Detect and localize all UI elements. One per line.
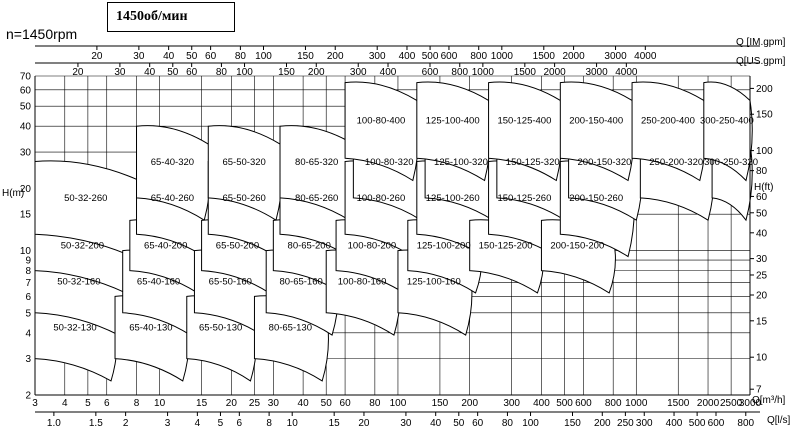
x-tick-ls: 300 bbox=[635, 418, 653, 429]
pump-label: 80-65-200 bbox=[287, 240, 331, 252]
pump-label: 300-250-320 bbox=[704, 157, 758, 169]
y-tick-ft: 80 bbox=[756, 166, 768, 178]
top-tick-im: 800 bbox=[470, 51, 488, 62]
x-tick-ls: 1.0 bbox=[46, 418, 61, 429]
top-tick-us: 2000 bbox=[543, 67, 566, 78]
speed-box: 1450об/мин bbox=[107, 2, 235, 32]
y-tick-ft: 7 bbox=[756, 384, 762, 396]
top-tick-us: 1500 bbox=[513, 67, 536, 78]
x-tick-ls: 1.5 bbox=[88, 418, 103, 429]
x-tick-m3h: 15 bbox=[196, 398, 208, 409]
top-tick-im: 2000 bbox=[562, 51, 585, 62]
top-tick-im: 600 bbox=[440, 51, 458, 62]
pump-label: 100-80-400 bbox=[356, 115, 406, 127]
y-tick-m: 15 bbox=[19, 209, 31, 221]
x-tick-m3h: 40 bbox=[297, 398, 309, 409]
top-tick-us: 800 bbox=[451, 67, 469, 78]
y-tick-ft: 100 bbox=[756, 146, 773, 158]
x-tick-m3h: 30 bbox=[267, 398, 279, 409]
pump-label: 65-50-320 bbox=[222, 157, 266, 169]
y-tick-m: 2 bbox=[25, 390, 31, 402]
pump-label: 200-150-320 bbox=[577, 157, 632, 169]
x-tick-m3h: 10 bbox=[154, 398, 166, 409]
pump-label: 200-150-200 bbox=[550, 240, 605, 252]
y-tick-m: 6 bbox=[25, 291, 31, 303]
pump-regions bbox=[35, 82, 752, 381]
x-tick-ls: 30 bbox=[400, 418, 412, 429]
y-tick-ft: 15 bbox=[756, 316, 768, 328]
top-tick-im: 30 bbox=[133, 51, 145, 62]
top-tick-us: 80 bbox=[215, 67, 227, 78]
pump-label: 80-65-160 bbox=[279, 276, 323, 288]
pump-label: 65-40-200 bbox=[144, 240, 188, 252]
x-tick-ls: 6 bbox=[236, 418, 243, 429]
pump-label: 150-125-260 bbox=[497, 192, 552, 204]
y-tick-m: 3 bbox=[25, 354, 31, 366]
x-tick-m3h: 5 bbox=[85, 398, 91, 409]
top-tick-im: 40 bbox=[163, 51, 175, 62]
top-tick-im: 80 bbox=[234, 51, 246, 62]
x-tick-m3h: 6 bbox=[103, 398, 110, 409]
x-tick-ls: 500 bbox=[688, 418, 706, 429]
x-axis-label-ls: Q[l/s] bbox=[767, 415, 791, 426]
top-tick-us: 20 bbox=[72, 67, 84, 78]
x-tick-ls: 600 bbox=[707, 418, 725, 429]
top-tick-us: 40 bbox=[144, 67, 156, 78]
x-tick-ls: 100 bbox=[522, 418, 539, 429]
top-axis-label-us: Q[US.gpm] bbox=[736, 56, 786, 67]
x-tick-m3h: 20 bbox=[225, 398, 237, 409]
top-tick-im: 60 bbox=[205, 51, 217, 62]
pump-label: 65-50-130 bbox=[198, 322, 243, 334]
top-tick-us: 1000 bbox=[471, 67, 494, 78]
y-tick-m: 4 bbox=[25, 328, 31, 340]
x-tick-ls: 60 bbox=[472, 418, 484, 429]
x-tick-m3h: 300 bbox=[503, 398, 521, 409]
y-tick-m: 10 bbox=[19, 246, 31, 258]
pump-label: 200-150-260 bbox=[569, 192, 624, 204]
x-tick-ls: 40 bbox=[430, 418, 442, 429]
x-tick-ls: 150 bbox=[564, 418, 581, 429]
pump-label: 65-40-260 bbox=[150, 192, 195, 204]
top-tick-im: 4000 bbox=[634, 51, 657, 62]
pump-label: 100-80-320 bbox=[364, 157, 414, 169]
y-tick-ft: 50 bbox=[756, 208, 768, 220]
pump-label: 65-50-260 bbox=[222, 192, 266, 204]
x-tick-ls: 800 bbox=[737, 418, 755, 429]
top-tick-im: 150 bbox=[297, 51, 314, 62]
x-tick-m3h: 50 bbox=[320, 398, 332, 409]
x-tick-ls: 200 bbox=[593, 418, 611, 429]
x-tick-m3h: 400 bbox=[533, 398, 550, 409]
top-tick-us: 50 bbox=[167, 67, 179, 78]
x-tick-m3h: 1000 bbox=[625, 398, 648, 409]
y-tick-ft: 25 bbox=[756, 270, 768, 282]
x-tick-ls: 250 bbox=[617, 418, 634, 429]
x-tick-ls: 15 bbox=[328, 418, 340, 429]
pump-label: 80-65-320 bbox=[295, 157, 339, 169]
top-tick-us: 100 bbox=[236, 67, 253, 78]
pump-label: 125-100-400 bbox=[425, 115, 480, 127]
y-tick-ft: 10 bbox=[756, 352, 768, 364]
x-tick-ls: 3 bbox=[164, 418, 171, 429]
pump-label: 300-250-400 bbox=[699, 115, 754, 127]
pump-label: 65-50-160 bbox=[208, 276, 252, 288]
pump-label: 125-100-320 bbox=[434, 157, 488, 169]
top-tick-us: 200 bbox=[307, 67, 325, 78]
y-tick-m: 7 bbox=[25, 278, 31, 290]
x-tick-ls: 20 bbox=[358, 418, 370, 429]
y-tick-ft: 60 bbox=[756, 191, 768, 203]
x-tick-ls: 10 bbox=[286, 418, 298, 429]
y-tick-ft: 20 bbox=[756, 290, 768, 302]
pump-label: 125-100-160 bbox=[406, 276, 461, 288]
x-axis-label-m3h: Q[m³/h] bbox=[752, 395, 786, 406]
x-tick-ls: 80 bbox=[501, 418, 514, 429]
y-tick-ft: 150 bbox=[756, 109, 773, 121]
x-tick-ls: 8 bbox=[266, 418, 272, 429]
top-tick-im: 20 bbox=[91, 51, 103, 62]
x-tick-m3h: 500 bbox=[556, 398, 573, 409]
x-tick-m3h: 25 bbox=[248, 398, 261, 409]
y-tick-m: 60 bbox=[19, 85, 31, 97]
y-tick-m: 8 bbox=[25, 266, 31, 278]
top-tick-im: 300 bbox=[368, 51, 386, 62]
pump-label: 80-65-130 bbox=[268, 322, 312, 334]
x-tick-m3h: 3000 bbox=[738, 398, 762, 409]
pump-label: 65-50-200 bbox=[215, 240, 260, 252]
y-axis-label-left: H(m) bbox=[2, 188, 25, 199]
top-tick-im: 400 bbox=[398, 51, 416, 62]
x-tick-m3h: 600 bbox=[575, 398, 592, 409]
x-tick-ls: 2 bbox=[122, 418, 129, 429]
x-tick-m3h: 1500 bbox=[667, 398, 690, 409]
top-tick-im: 1000 bbox=[490, 51, 513, 62]
x-tick-m3h: 3 bbox=[32, 398, 38, 409]
y-axis-label-right: H(ft) bbox=[754, 182, 774, 193]
x-tick-m3h: 80 bbox=[369, 398, 381, 409]
pump-label: 250-200-400 bbox=[640, 115, 695, 127]
y-tick-m: 40 bbox=[19, 121, 31, 133]
pump-label: 65-40-320 bbox=[150, 157, 195, 169]
x-tick-m3h: 800 bbox=[604, 398, 622, 409]
pump-label: 65-40-160 bbox=[136, 276, 181, 288]
pump-label: 50-32-160 bbox=[57, 276, 101, 288]
top-tick-us: 600 bbox=[421, 67, 439, 78]
top-tick-us: 60 bbox=[186, 67, 198, 78]
y-tick-m: 9 bbox=[25, 255, 31, 267]
top-tick-im: 200 bbox=[326, 51, 344, 62]
y-tick-ft: 40 bbox=[756, 228, 768, 240]
pump-label: 50-32-200 bbox=[60, 240, 105, 252]
top-tick-im: 50 bbox=[186, 51, 198, 62]
x-tick-m3h: 150 bbox=[431, 398, 449, 409]
top-tick-im: 3000 bbox=[604, 51, 627, 62]
pump-label: 80-65-260 bbox=[295, 192, 339, 204]
x-tick-m3h: 60 bbox=[339, 398, 351, 409]
x-tick-m3h: 4 bbox=[61, 398, 68, 409]
pump-label: 50-32-260 bbox=[64, 192, 108, 204]
pump-label: 200-150-400 bbox=[569, 115, 624, 127]
x-tick-ls: 50 bbox=[453, 418, 465, 429]
top-tick-us: 150 bbox=[278, 67, 295, 78]
y-tick-ft: 200 bbox=[756, 83, 773, 95]
top-tick-us: 400 bbox=[379, 67, 397, 78]
x-tick-ls: 4 bbox=[194, 418, 201, 429]
top-tick-us: 4000 bbox=[615, 67, 638, 78]
top-tick-us: 3000 bbox=[585, 67, 608, 78]
x-tick-m3h: 2000 bbox=[696, 398, 720, 409]
y-tick-ft: 30 bbox=[756, 254, 768, 266]
top-tick-im: 500 bbox=[421, 51, 439, 62]
pump-label: 150-125-200 bbox=[478, 240, 533, 252]
x-tick-m3h: 100 bbox=[389, 398, 407, 409]
y-tick-m: 20 bbox=[19, 183, 31, 195]
pump-label: 125-100-200 bbox=[416, 240, 471, 252]
x-tick-ls: 5 bbox=[217, 418, 224, 429]
pump-label: 65-40-130 bbox=[129, 322, 173, 334]
pump-label: 150-125-400 bbox=[497, 115, 552, 127]
top-tick-us: 30 bbox=[114, 67, 126, 78]
x-tick-m3h: 8 bbox=[133, 398, 140, 409]
pump-label: 250-200-320 bbox=[649, 157, 704, 169]
x-tick-ls: 400 bbox=[665, 418, 683, 429]
pump-label: 100-80-260 bbox=[356, 192, 406, 204]
y-tick-m: 30 bbox=[19, 147, 31, 159]
pump-label: 100-80-200 bbox=[347, 240, 397, 252]
y-tick-m: 5 bbox=[25, 308, 31, 320]
pump-label: 150-125-320 bbox=[505, 157, 560, 169]
x-tick-m3h: 2500 bbox=[720, 398, 743, 409]
pump-label: 125-100-260 bbox=[425, 192, 480, 204]
pump-label: 100-80-160 bbox=[337, 276, 387, 288]
top-tick-us: 300 bbox=[349, 67, 367, 78]
top-axis-label-im: Q [IM.gpm] bbox=[736, 37, 786, 48]
pump-label: 50-32-130 bbox=[53, 322, 97, 334]
y-tick-m: 70 bbox=[19, 71, 31, 83]
top-tick-im: 100 bbox=[255, 51, 272, 62]
top-tick-im: 1500 bbox=[532, 51, 555, 62]
rpm-label: n=1450rpm bbox=[6, 26, 78, 42]
y-tick-m: 50 bbox=[19, 101, 31, 113]
x-tick-m3h: 200 bbox=[461, 398, 479, 409]
